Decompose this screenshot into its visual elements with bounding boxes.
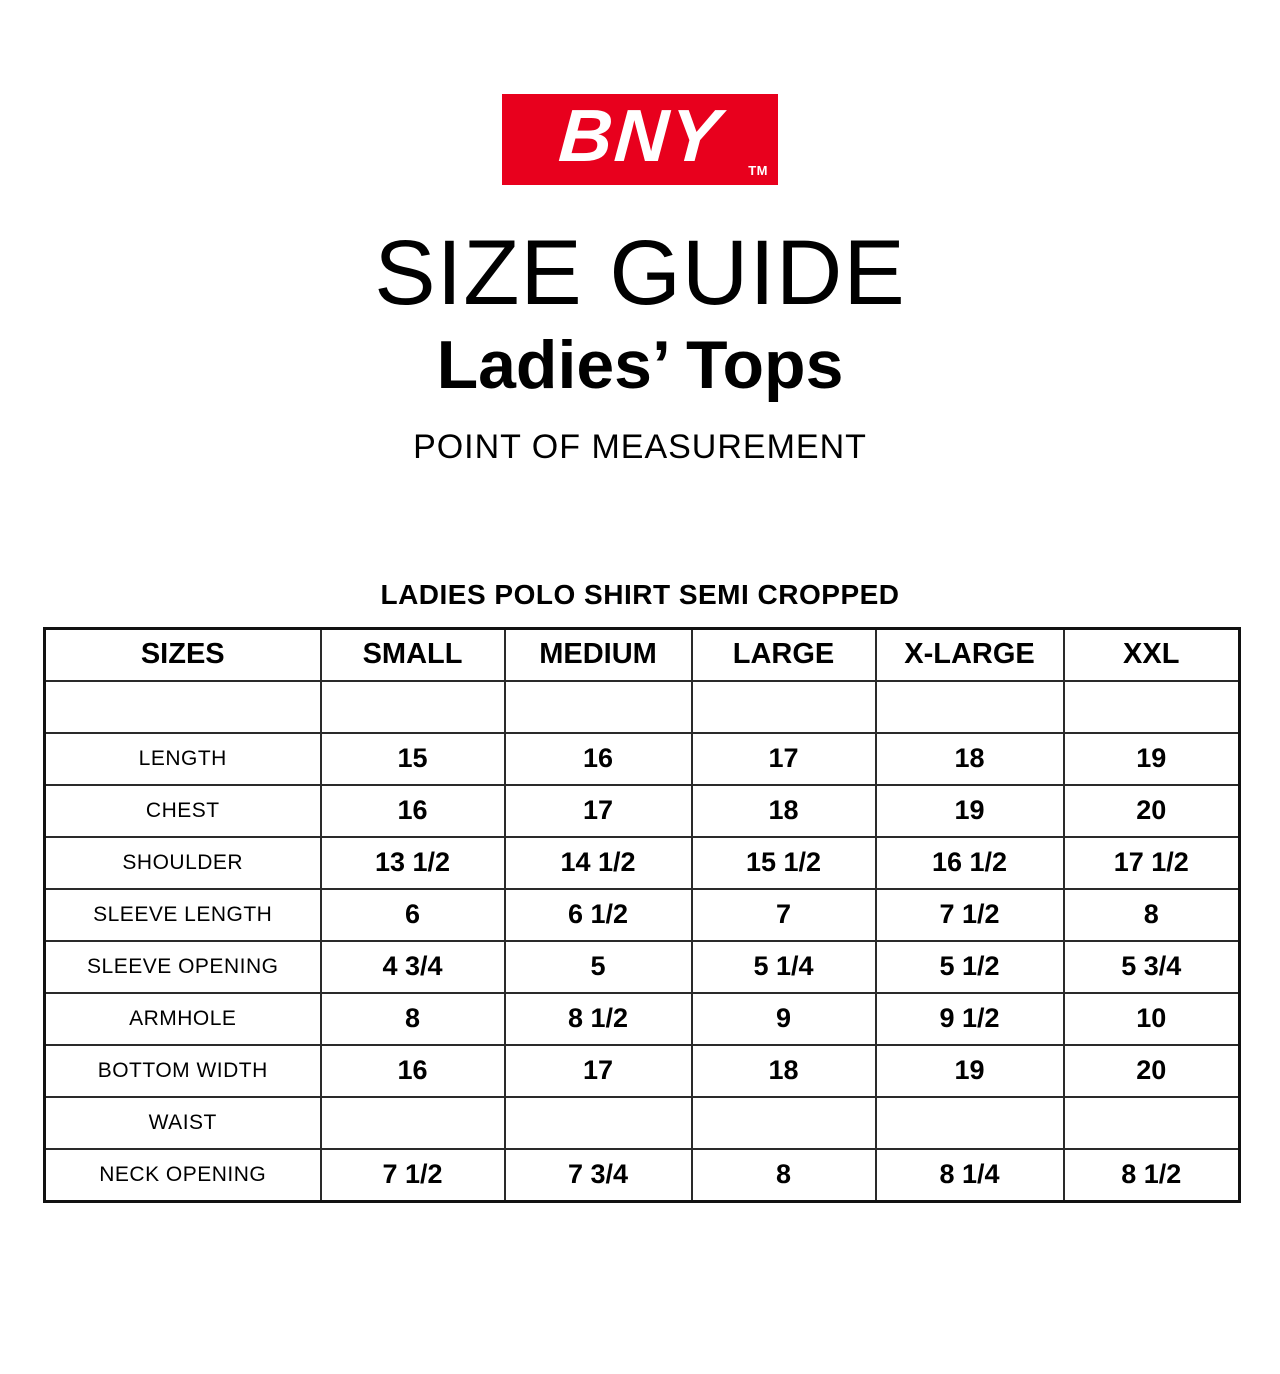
measurement-value: 5 3/4 <box>1064 941 1240 993</box>
measurement-label: BOTTOM WIDTH <box>45 1045 321 1097</box>
bny-logo-text: BNY <box>556 93 725 177</box>
measurement-value: 7 1/2 <box>321 1149 505 1202</box>
table-row <box>45 941 1240 993</box>
measurement-value: 16 <box>505 733 692 785</box>
table-row <box>45 1149 1240 1202</box>
table-row <box>45 1045 1240 1097</box>
measurement-value: 5 <box>505 941 692 993</box>
measurement-value: 18 <box>692 785 876 837</box>
measurement-value: 6 <box>321 889 505 941</box>
table-row <box>45 837 1240 889</box>
measurement-value <box>692 681 876 733</box>
measurement-value: 8 <box>321 993 505 1045</box>
measurement-value: 14 1/2 <box>505 837 692 889</box>
table-row <box>45 993 1240 1045</box>
measurement-value: 16 <box>321 785 505 837</box>
measurement-value: 9 <box>692 993 876 1045</box>
table-row <box>45 733 1240 785</box>
measurement-value: 20 <box>1064 1045 1240 1097</box>
measurement-value: 8 1/2 <box>1064 1149 1240 1202</box>
measurement-value <box>1064 1097 1240 1149</box>
page-subtitle: Ladies’ Tops <box>436 326 844 403</box>
measurement-label: NECK OPENING <box>45 1149 321 1202</box>
measurement-value: 5 1/4 <box>692 941 876 993</box>
measurement-value: 19 <box>876 785 1064 837</box>
measurement-value: 10 <box>1064 993 1240 1045</box>
measurement-value: 19 <box>1064 733 1240 785</box>
page-title: SIZE GUIDE <box>374 222 906 324</box>
measurement-value: 6 1/2 <box>505 889 692 941</box>
measurement-value: 7 <box>692 889 876 941</box>
column-header-large: LARGE <box>692 628 876 681</box>
table-title: LADIES POLO SHIRT SEMI CROPPED <box>380 578 900 610</box>
column-header-medium: MEDIUM <box>505 628 692 681</box>
measurement-value: 17 <box>505 785 692 837</box>
table-row <box>45 681 1240 733</box>
measurement-value <box>321 1097 505 1149</box>
column-header-small: SMALL <box>321 628 505 681</box>
measurement-value: 20 <box>1064 785 1240 837</box>
measurement-value: 5 1/2 <box>876 941 1064 993</box>
column-header-x-large: X-LARGE <box>876 628 1064 681</box>
measurement-value: 4 3/4 <box>321 941 505 993</box>
measurement-label <box>45 681 321 733</box>
measurement-value <box>876 681 1064 733</box>
measurement-value <box>321 681 505 733</box>
measurement-value: 19 <box>876 1045 1064 1097</box>
measurement-value: 8 <box>692 1149 876 1202</box>
measurement-value: 9 1/2 <box>876 993 1064 1045</box>
measurement-value: 7 1/2 <box>876 889 1064 941</box>
measurement-label: LENGTH <box>45 733 321 785</box>
measurement-value <box>505 681 692 733</box>
measurement-value: 8 <box>1064 889 1240 941</box>
table-row <box>45 785 1240 837</box>
table-row <box>45 1097 1240 1149</box>
size-guide-page <box>0 94 1280 1374</box>
measurement-value: 16 1/2 <box>876 837 1064 889</box>
column-header-xxl: XXL <box>1064 628 1240 681</box>
measurement-value: 7 3/4 <box>505 1149 692 1202</box>
measurement-value <box>1064 681 1240 733</box>
measurement-value: 13 1/2 <box>321 837 505 889</box>
measurement-value <box>876 1097 1064 1149</box>
table-row <box>45 889 1240 941</box>
measurement-label: SLEEVE LENGTH <box>45 889 321 941</box>
measurement-value: 17 <box>505 1045 692 1097</box>
measurement-label: ARMHOLE <box>45 993 321 1045</box>
measurement-value: 17 1/2 <box>1064 837 1240 889</box>
bny-logo <box>502 94 778 185</box>
measurement-value <box>505 1097 692 1149</box>
measurement-value: 15 1/2 <box>692 837 876 889</box>
measurement-value: 17 <box>692 733 876 785</box>
measurement-label: CHEST <box>45 785 321 837</box>
measurement-label: SLEEVE OPENING <box>45 941 321 993</box>
size-table-header-row <box>45 628 1240 681</box>
measurement-value: 8 1/2 <box>505 993 692 1045</box>
measurement-value: 18 <box>692 1045 876 1097</box>
measurement-value <box>692 1097 876 1149</box>
measurement-value: 16 <box>321 1045 505 1097</box>
column-header-sizes: SIZES <box>45 628 321 681</box>
point-of-measurement-label: POINT OF MEASUREMENT <box>413 427 867 466</box>
size-table <box>43 627 1241 1203</box>
measurement-label: WAIST <box>45 1097 321 1149</box>
measurement-value: 8 1/4 <box>876 1149 1064 1202</box>
trademark-symbol: TM <box>748 163 768 178</box>
measurement-label: SHOULDER <box>45 837 321 889</box>
measurement-value: 18 <box>876 733 1064 785</box>
measurement-value: 15 <box>321 733 505 785</box>
